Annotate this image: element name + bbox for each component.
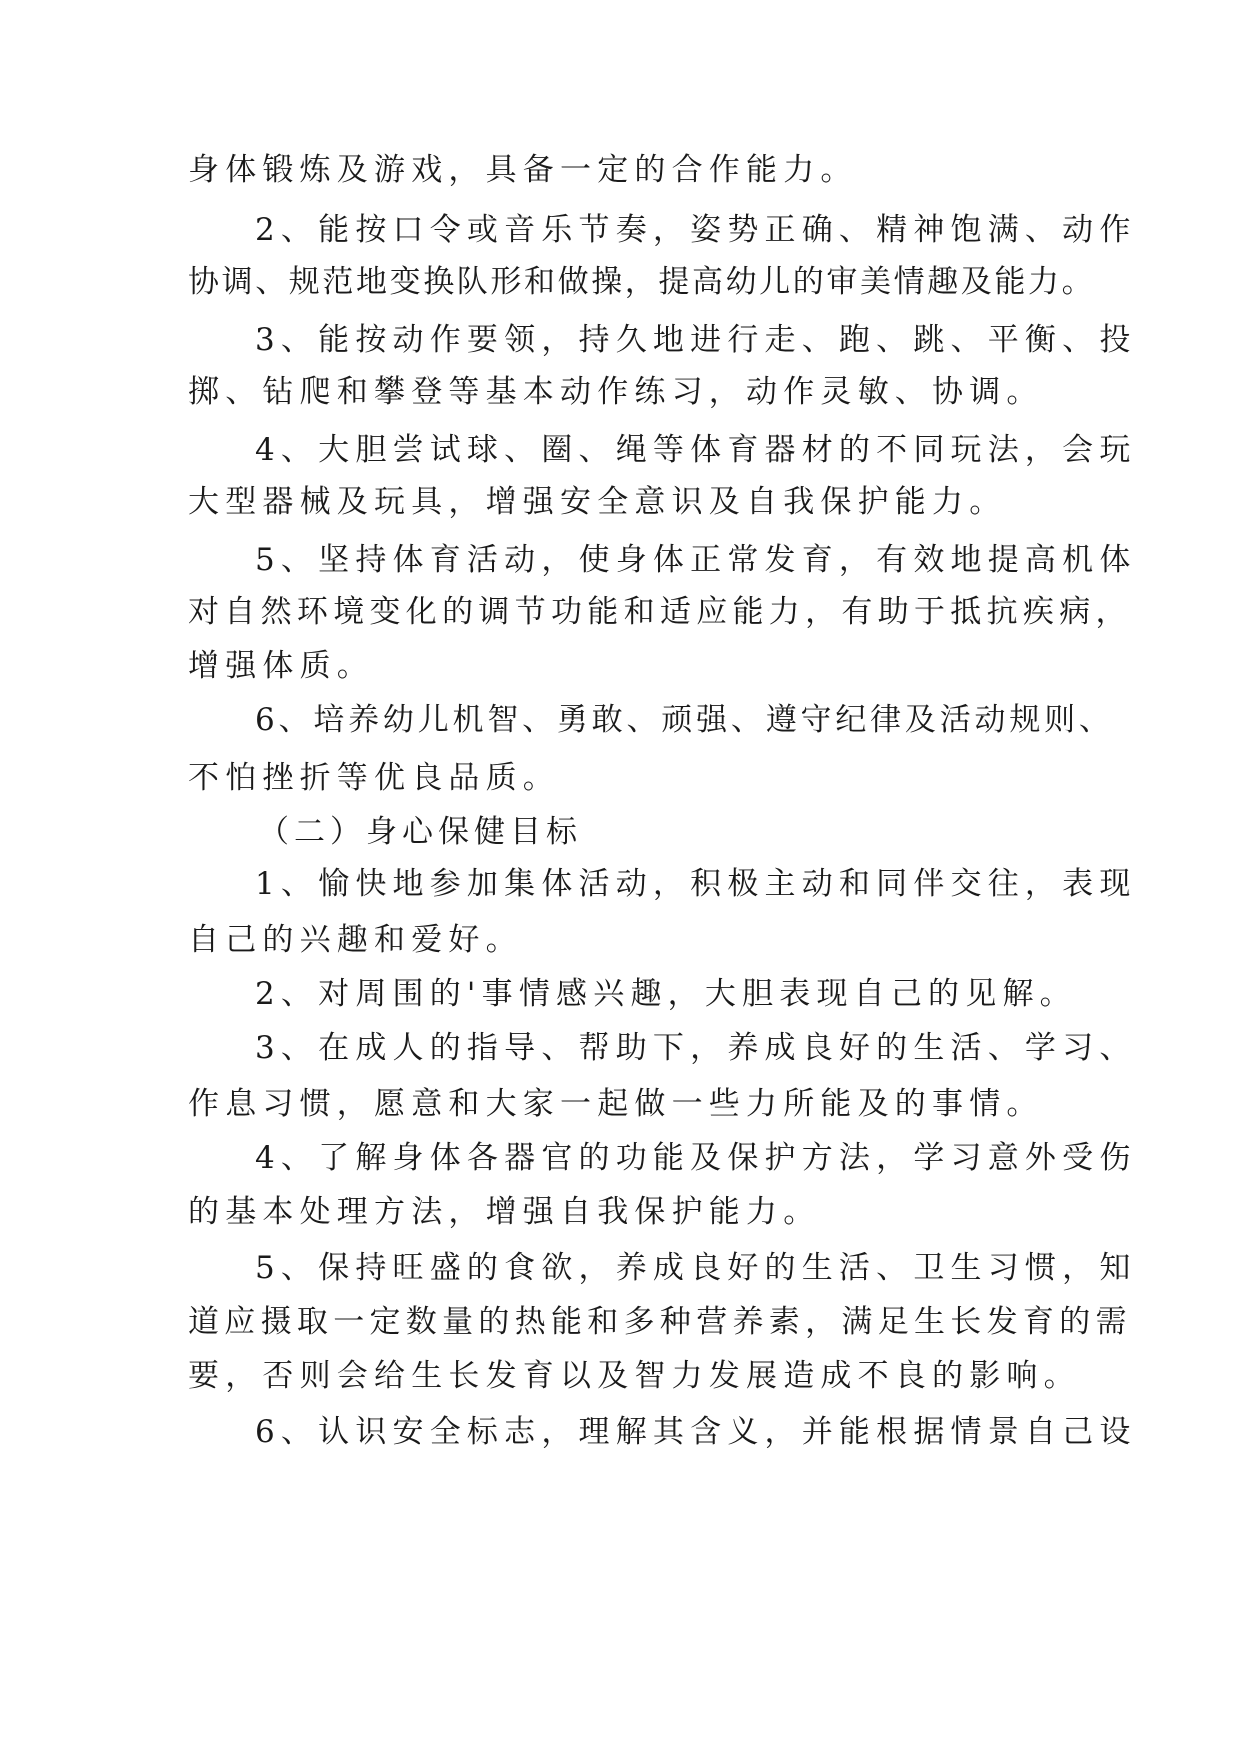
- section-heading: （二）身心保健目标: [258, 814, 582, 850]
- paragraph-line: 掷、钻爬和攀登等基本动作练习，动作灵敏、协调。: [188, 374, 1044, 410]
- paragraph-line: 5、坚持体育活动，使身体正常发育，有效地提高机体: [255, 542, 1137, 578]
- paragraph-line: 6、认识安全标志，理解其含义，并能根据情景自己设: [255, 1414, 1137, 1450]
- paragraph-line: 4、了解身体各器官的功能及保护方法，学习意外受伤: [255, 1140, 1137, 1176]
- paragraph-line: 2、能按口令或音乐节奏，姿势正确、精神饱满、动作: [255, 212, 1137, 248]
- paragraph-line: 对自然环境变化的调节功能和适应能力，有助于抵抗疾病，: [188, 594, 1132, 630]
- paragraph-line: 大型器械及玩具，增强安全意识及自我保护能力。: [188, 484, 1007, 520]
- paragraph-line: 的基本处理方法，增强自我保护能力。: [188, 1194, 821, 1230]
- paragraph-line: 不怕挫折等优良品质。: [188, 760, 560, 796]
- paragraph-line: 5、保持旺盛的食欲，养成良好的生活、卫生习惯，知: [255, 1250, 1137, 1286]
- paragraph-line: 3、在成人的指导、帮助下，养成良好的生活、学习、: [255, 1030, 1137, 1066]
- paragraph-line: 作息习惯，愿意和大家一起做一些力所能及的事情。: [188, 1086, 1044, 1122]
- paragraph-line: 协调、规范地变换队形和做操，提高幼儿的审美情趣及能力。: [188, 264, 1096, 300]
- paragraph-line: 1、愉快地参加集体活动，积极主动和同伴交往，表现: [255, 866, 1137, 902]
- paragraph-line: 6、培养幼儿机智、勇敢、顽强、遵守纪律及活动规则、: [255, 702, 1114, 738]
- paragraph-line: 身体锻炼及游戏，具备一定的合作能力。: [188, 152, 858, 188]
- paragraph-line: 要，否则会给生长发育以及智力发展造成不良的影响。: [188, 1358, 1081, 1394]
- paragraph-line: 自己的兴趣和爱好。: [188, 922, 523, 958]
- paragraph-line: 2、对周围的'事情感兴趣，大胆表现自己的见解。: [255, 976, 1077, 1012]
- paragraph-line: 道应摄取一定数量的热能和多种营养素，满足生长发育的需: [188, 1304, 1132, 1340]
- paragraph-line: 增强体质。: [188, 648, 374, 684]
- paragraph-line: 3、能按动作要领，持久地进行走、跑、跳、平衡、投: [255, 322, 1137, 358]
- paragraph-line: 4、大胆尝试球、圈、绳等体育器材的不同玩法，会玩: [255, 432, 1137, 468]
